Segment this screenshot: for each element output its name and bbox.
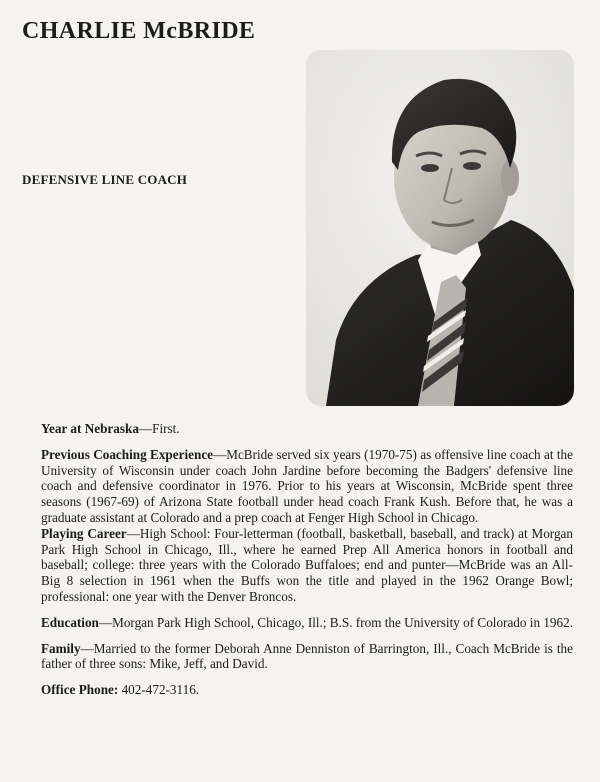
office-phone (41, 682, 573, 698)
coach-position: DEFENSIVE LINE COACH (22, 172, 188, 187)
coaching-label: Previous Coaching Experience (41, 446, 214, 462)
education (41, 615, 573, 631)
portrait-illustration (306, 50, 574, 406)
year-at-nebraska (41, 421, 573, 437)
year-text: —First. (138, 421, 180, 436)
education-text: —Morgan Park High School, Chicago, Ill.; B.S. from the University of Colorado in 1962. (98, 614, 574, 630)
coach-portrait-photo (306, 50, 574, 406)
previous-coaching-experience (41, 447, 573, 526)
biography (41, 421, 573, 698)
playing-career (41, 526, 573, 605)
family-label: Family (41, 640, 81, 656)
coaching-text: —McBride served six years (1970-75) as offensive line coach at the University of Wisconsin under coach John Jardine before becoming the Badgers' defensive line coach and defensive coordinator in 1976. Prior to his years at Wisconsin, McBride spent three seasons (1967-69) of Arizona State football under head coach Frank Kush. Before that, he was a graduate assistant at Colorado and a prep coach at Fenger High School in Chicago. (41, 446, 573, 525)
education-label: Education (41, 614, 99, 630)
phone-label: Office Phone: (41, 682, 119, 698)
year-label: Year at Nebraska (41, 421, 139, 436)
family (41, 641, 573, 673)
phone-text: 402-472-3116. (118, 682, 200, 698)
coach-name: CHARLIE McBRIDE (22, 18, 256, 44)
playing-text: —High School: Four-letterman (football, basketball, baseball, and track) at Morgan Park High School in Chicago, Ill., where he earned Prep All America honors in football and baseball; college: three years with the Colorado Buffaloes; end and punter—McBride was an All-Big 8 selection in 1961 when the Buffs won the title and played in the 1962 Orange Bowl; professional: one year with the Denver Broncos. (41, 525, 574, 604)
playing-label: Playing Career (41, 525, 127, 541)
family-text: —Married to the former Deborah Anne Denniston of Barrington, Ill., Coach McBride is the father of three sons: Mike, Jeff, and David. (41, 640, 573, 672)
